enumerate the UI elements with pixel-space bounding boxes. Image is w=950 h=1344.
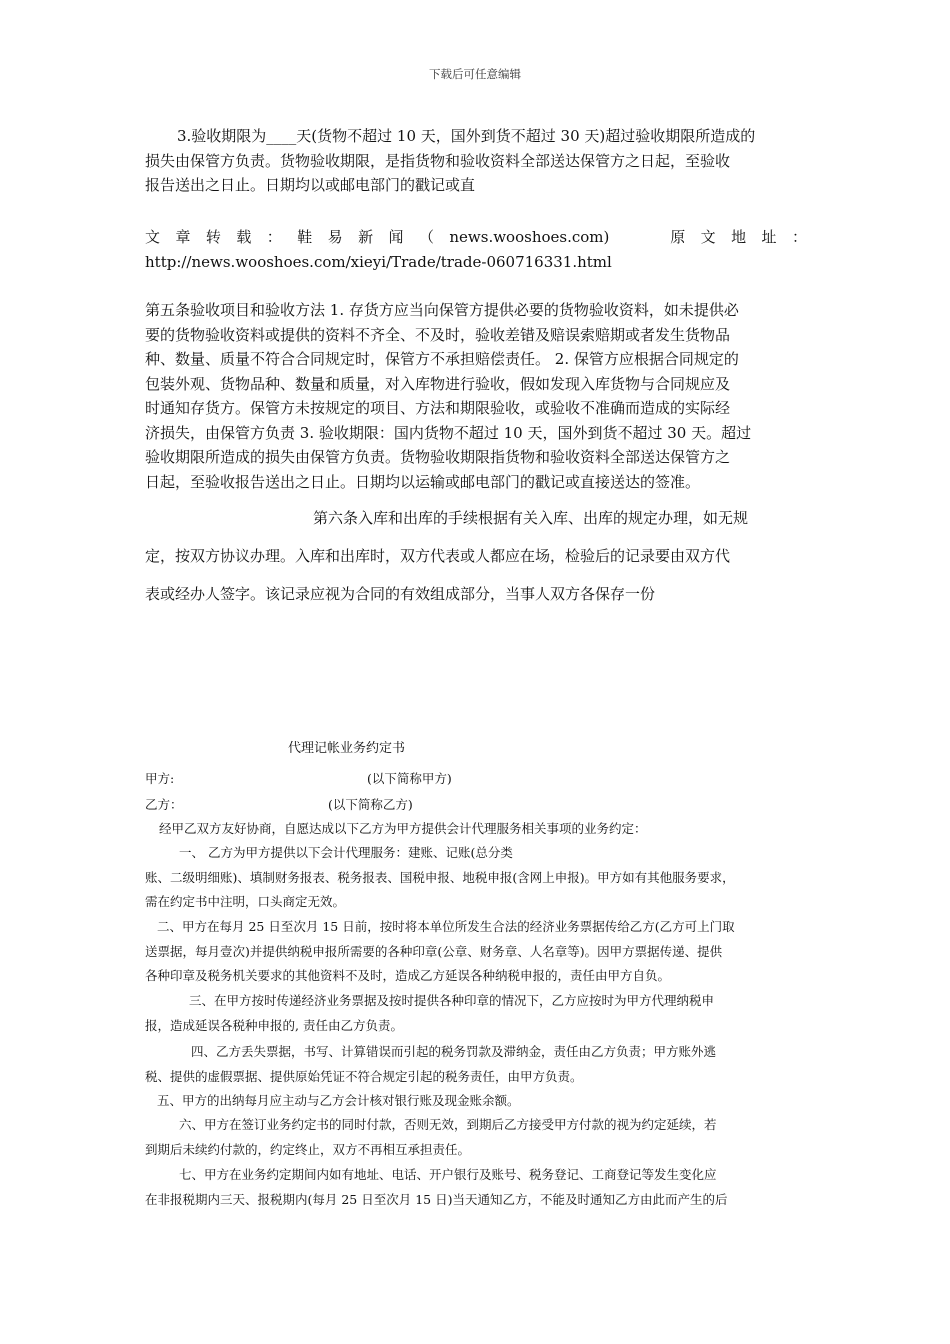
source-char: 载 — [236, 228, 252, 246]
text-line: 要的货物验收资料或提供的资料不齐全、不及时，验收差错及赔误索赔期或者发生货物品 — [145, 325, 731, 344]
source-char: 址 — [761, 228, 777, 246]
source-char: 易 — [327, 228, 343, 246]
text-line: 种、数量、质量不符合合同规定时，保管方不承担赔偿责任。 2. 保管方应根据合同规定的 — [145, 350, 739, 368]
text-line: 损失由保管方负责。货物验收期限，是指货物和验收资料全部送达保管方之日起，至验收 — [145, 151, 731, 170]
text-line: 四、乙方丢失票据，书写、计算错误而引起的税务罚款及滞纳金，责任由乙方负责；甲方账外逃 — [191, 1044, 717, 1059]
text-line: 二、甲方在每月 25 日至次月 15 日前，按时将本单位所发生合法的经济业务票据传给乙方(乙方可上门取 — [157, 919, 735, 934]
clause-2 — [145, 915, 815, 989]
clause-7 — [145, 1163, 815, 1212]
text-line: 定，按双方协议办理。入库和出库时，双方代表或人都应在场，检验后的记录要由双方代 — [145, 547, 731, 565]
text-line: 七、甲方在业务约定期间内如有地址、电话、开户银行及账号、税务登记、工商登记等发生变化应 — [179, 1167, 717, 1182]
source-char: 新 — [358, 228, 374, 246]
paragraph-inspection-period — [145, 124, 807, 198]
text-line: 到期后未续约付款的，约定终止，双方不再相互承担责任。 — [145, 1141, 471, 1157]
source-char: 鞋 — [297, 228, 313, 246]
clause-4 — [145, 1040, 815, 1089]
text-line: 三、在甲方按时传递经济业务票据及按时提供各种印章的情况下，乙方应按时为甲方代理纳税申 — [189, 993, 715, 1008]
source-char: 文 — [145, 228, 161, 246]
text-line: 第五条验收项目和验收方法 1. 存货方应当向保管方提供必要的货物验收资料，如未提供必 — [145, 301, 739, 319]
source-line — [145, 225, 807, 250]
source-char: ： — [791, 228, 807, 246]
party-b-label: 乙方： — [145, 797, 183, 812]
text-line: 六、甲方在签订业务约定书的同时付款，否则无效，到期后乙方接受甲方付款的视为约定延续，若 — [179, 1117, 717, 1132]
clause-1 — [145, 841, 815, 915]
text-line: 时通知存货方。保管方未按规定的项目、方法和期限验收，或验收不准确而造成的实际经 — [145, 399, 731, 417]
text-line: 需在约定书中注明，口头商定无效。 — [145, 894, 346, 909]
party-b-note: (以下简称乙方) — [328, 797, 413, 812]
page-header: 下载后可任意编辑 — [429, 67, 521, 81]
contract-title: 代理记帐业务约定书 — [288, 741, 406, 756]
text-line: 3.验收期限为____天(货物不超过 10 天，国外到货不超过 30 天)超过验收期限所造成的 — [177, 127, 756, 145]
party-a-label: 甲方: — [145, 771, 175, 786]
source-char: 转 — [205, 228, 221, 246]
text-line: 一、 乙方为甲方提供以下会计代理服务：建账、记账(总分类 — [179, 845, 513, 860]
source-char: 闻 — [388, 228, 404, 246]
text-line: 报，造成延误各税种申报的, 责任由乙方负责。 — [145, 1017, 403, 1033]
text-line: 送票据，每月壹次)并提供纳税申报所需要的各种印章(公章、财务章、人名章等)。因甲方票据传递、提供 — [145, 943, 723, 959]
source-char: 地 — [731, 228, 747, 246]
article-5-paragraph — [145, 298, 807, 494]
text-line: 验收期限所造成的损失由保管方负责。货物验收期限指货物和验收资料全部送达保管方之 — [145, 448, 731, 466]
text-line: 五、甲方的出纳每月应主动与乙方会计核对银行账及现金账余额。 — [157, 1093, 520, 1108]
clause-3 — [145, 989, 815, 1038]
source-site: news.wooshoes.com) — [449, 228, 610, 246]
source-char: 文 — [700, 228, 716, 246]
text-line: 经甲乙双方友好协商，自愿达成以下乙方为甲方提供会计代理服务相关事项的业务约定： — [159, 821, 647, 836]
clause-5 — [145, 1089, 815, 1114]
source-url: http://news.wooshoes.com/xieyi/Trade/trade-060716331.html — [145, 252, 612, 271]
clause-6 — [145, 1113, 815, 1162]
text-line: 账、二级明细账)、填制财务报表、税务报表、国税申报、地税申报(含网上申报)。甲方如有其他服务要求， — [145, 869, 735, 885]
text-line: 报告送出之日止。日期均以或邮电部门的戳记或直 — [145, 176, 476, 194]
source-attribution — [145, 225, 807, 274]
text-line: 各种印章及税务机关要求的其他资料不及时，造成乙方延误各种纳税申报的，责任由甲方自负。 — [145, 968, 671, 983]
article-6-paragraph — [145, 499, 807, 613]
text-line: 日起，至验收报告送出之日止。日期均以运输或邮电部门的戳记或直接送达的签准。 — [145, 472, 701, 491]
text-line: 在非报税期内三天、报税期内(每月 25 日至次月 15 日)当天通知乙方，不能及时通知乙方由此而产生的后 — [145, 1191, 728, 1207]
text-line: 第六条入库和出库的手续根据有关入库、出库的规定办理，如无规 — [313, 509, 749, 527]
contract-intro — [145, 817, 815, 842]
text-line: 济损失，由保管方负责 3. 验收期限：国内货物不超过 10 天，国外到货不超过 30 天。超过 — [145, 423, 752, 442]
source-char: 章 — [175, 228, 191, 246]
source-char: （ — [418, 228, 434, 246]
source-char: ： — [266, 228, 282, 246]
text-line: 税、提供的虚假票据、提供原始凭证不符合规定引起的税务责任，由甲方负责。 — [145, 1068, 583, 1084]
text-line: 表或经办人签字。该记录应视为合同的有效组成部分，当事人双方各保存一份 — [145, 585, 656, 603]
text-line: 包装外观、货物品种、数量和质量，对入库物进行验收，假如发现入库货物与合同规应及 — [145, 374, 731, 393]
source-char: 原 — [670, 228, 686, 246]
party-a-note: (以下简称甲方) — [367, 771, 452, 786]
